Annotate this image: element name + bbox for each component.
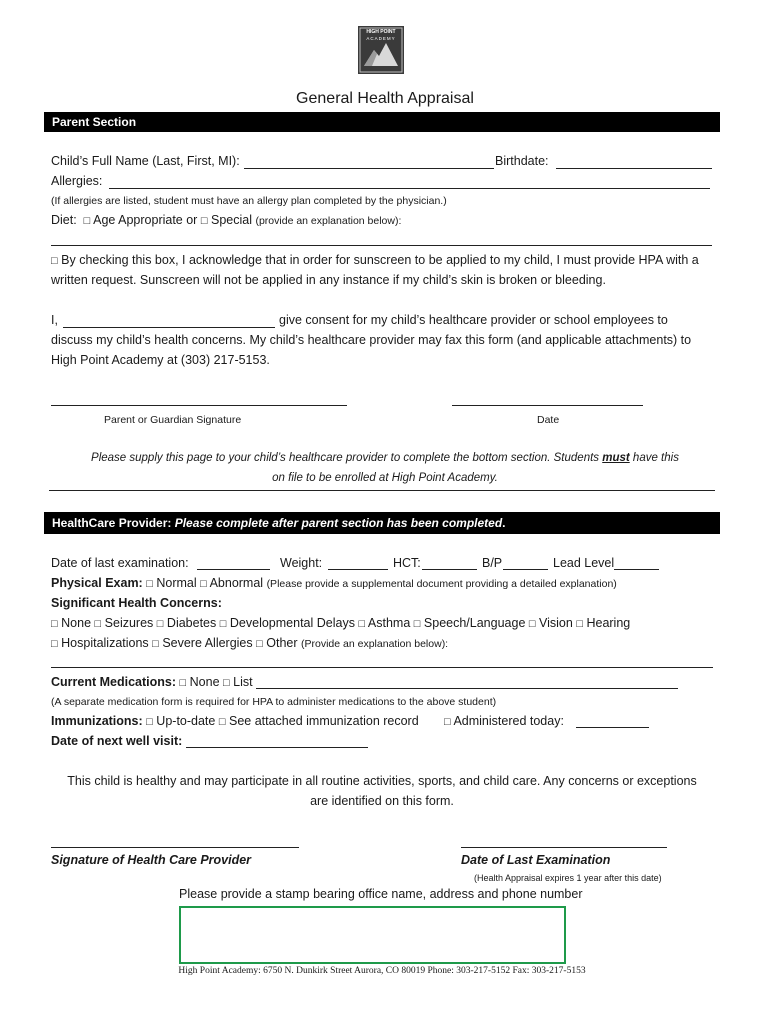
- concerns-explanation-field[interactable]: [51, 667, 713, 668]
- abnormal-label: Abnormal: [209, 576, 264, 590]
- section-divider: [49, 490, 715, 491]
- physical-exam-row: [51, 576, 617, 590]
- diet-explanation-field[interactable]: [51, 245, 712, 246]
- birthdate-label: Birthdate:: [495, 154, 549, 168]
- sunscreen-line1: [51, 253, 699, 267]
- stamp-label: Please provide a stamp bearing office name, address and phone number: [179, 887, 583, 901]
- diabetes-checkbox[interactable]: □: [156, 618, 164, 630]
- diet-opt1: Age Appropriate or: [93, 213, 198, 227]
- provider-header-c: .: [502, 516, 506, 530]
- imm-uptodate-checkbox[interactable]: □: [146, 716, 153, 728]
- parent-signature-field[interactable]: [51, 405, 347, 406]
- page-title: General Health Appraisal: [296, 90, 474, 107]
- stamp-box[interactable]: [179, 906, 566, 964]
- concerns-row1: □ None □ Seizures □ Diabetes □ Developmental Delays □ Asthma □ Speech/Language □ Vision □ Hearing: [51, 616, 631, 630]
- lead-field[interactable]: [614, 569, 659, 570]
- medications-row: Current Medications: □ None □ List: [51, 675, 253, 689]
- child-name-label: Child’s Full Name (Last, First, MI):: [51, 154, 240, 168]
- last-exam-date-field[interactable]: [461, 847, 667, 848]
- birthdate-field[interactable]: [556, 168, 712, 169]
- allergy-note: (If allergies are listed, student must have an allergy plan completed by the physician.): [51, 195, 447, 207]
- meds-note: (A separate medication form is required for HPA to administer medications to the above student): [51, 696, 497, 708]
- next-visit-field[interactable]: [186, 747, 368, 748]
- imm-admin: □ Administered today:: [444, 714, 564, 728]
- immunizations-row: Immunizations: □ Up-to-date □ See attached immunization record: [51, 714, 419, 728]
- vision-checkbox[interactable]: □: [528, 618, 536, 630]
- asthma-checkbox[interactable]: □: [358, 618, 366, 630]
- allergies-field[interactable]: [109, 188, 710, 189]
- next-visit-label: Date of next well visit:: [51, 734, 183, 748]
- imm-admin-field[interactable]: [576, 727, 649, 728]
- consent-prefix: I,: [51, 313, 58, 327]
- concerns-label: Significant Health Concerns:: [51, 596, 222, 610]
- consent-line3: High Point Academy at (303) 217-5153.: [51, 353, 270, 367]
- bp-field[interactable]: [503, 569, 548, 570]
- diet-age-checkbox[interactable]: □: [83, 215, 91, 227]
- sunscreen-text1: By checking this box, I acknowledge that in order for sunscreen to be applied to my child, I must provide HPA with a: [61, 253, 699, 267]
- sunscreen-line2: written request. Sunscreen will not be applied in any instance if my child’s skin is broken or bleeding.: [51, 273, 606, 287]
- provider-header-b: Please complete after parent section has been completed: [174, 516, 503, 530]
- physical-label: Physical Exam:: [51, 576, 143, 590]
- sunscreen-checkbox[interactable]: □: [51, 255, 58, 267]
- concerns-row2: □ Hospitalizations □ Severe Allergies □ Other (Provide an explanation below):: [51, 636, 449, 650]
- allergies-label: Allergies:: [51, 174, 103, 188]
- imm-attached-checkbox[interactable]: □: [218, 716, 226, 728]
- developmental-checkbox[interactable]: □: [219, 618, 227, 630]
- meds-none-checkbox[interactable]: □: [179, 677, 187, 689]
- imm-label: Immunizations:: [51, 714, 143, 728]
- logo-line1: HIGH POINT: [366, 29, 396, 35]
- normal-label: Normal: [156, 576, 197, 590]
- provider-signature-label: Signature of Health Care Provider: [51, 853, 252, 867]
- severe-allergies-checkbox[interactable]: □: [152, 638, 159, 650]
- meds-list-checkbox[interactable]: □: [223, 677, 230, 689]
- imm-admin-checkbox[interactable]: □: [444, 716, 451, 728]
- diet-opt2: Special: [210, 213, 252, 227]
- healthy-line2: are identified on this form.: [310, 794, 454, 808]
- weight-field[interactable]: [328, 569, 388, 570]
- lead-label: Lead Level: [553, 556, 615, 570]
- none-checkbox[interactable]: □: [51, 618, 58, 630]
- meds-label: Current Medications:: [51, 675, 177, 689]
- diet-note: (provide an explanation below):: [255, 215, 402, 227]
- parent-section-header: Parent Section: [44, 112, 720, 132]
- other-note: (Provide an explanation below):: [301, 638, 449, 650]
- hct-field[interactable]: [422, 569, 477, 570]
- logo-line2: ACADEMY: [366, 36, 396, 41]
- supply-instruction-line1: Please supply this page to your child’s healthcare provider to complete the bottom section. Students must have this: [91, 452, 679, 464]
- consent-name-field[interactable]: [63, 327, 275, 328]
- physical-note: (Please provide a supplemental document providing a detailed explanation): [266, 578, 617, 590]
- consent-line2: discuss my child’s health concerns. My child’s healthcare provider may fax this form (and applicable attachments) to: [51, 333, 692, 347]
- exam-date-field[interactable]: [197, 569, 270, 570]
- speech-checkbox[interactable]: □: [413, 618, 421, 630]
- diet-special-checkbox[interactable]: □: [200, 215, 208, 227]
- expires-note: (Health Appraisal expires 1 year after this date): [474, 873, 662, 883]
- must-emphasis: must: [602, 452, 630, 464]
- child-name-field[interactable]: [244, 168, 494, 169]
- hct-label: HCT:: [393, 556, 421, 570]
- exam-date-label: Date of last examination:: [51, 556, 189, 570]
- consent-line1: give consent for my child’s healthcare provider or school employees to: [279, 313, 668, 327]
- hearing-checkbox[interactable]: □: [576, 618, 583, 630]
- provider-section-header: [44, 512, 720, 534]
- diet-row: [51, 213, 401, 227]
- abnormal-checkbox[interactable]: □: [200, 578, 207, 590]
- bp-label: B/P: [482, 556, 503, 570]
- normal-checkbox[interactable]: □: [146, 578, 153, 590]
- parent-signature-label: Parent or Guardian Signature: [104, 414, 242, 426]
- meds-list-field[interactable]: [256, 688, 678, 689]
- seizures-checkbox[interactable]: □: [94, 618, 102, 630]
- footer-address: High Point Academy: 6750 N. Dunkirk Street Aurora, CO 80019 Phone: 303-217-5152 Fax: 303-217-5153: [178, 966, 586, 976]
- school-logo: [358, 26, 404, 74]
- last-exam-label: Date of Last Examination: [461, 853, 611, 867]
- parent-date-field[interactable]: [452, 405, 643, 406]
- healthy-line1: This child is healthy and may participate in all routine activities, sports, and child care. Any concerns or exceptions: [67, 774, 697, 788]
- weight-label: Weight:: [280, 556, 323, 570]
- provider-header-a: HealthCare Provider:: [52, 516, 172, 530]
- provider-signature-field[interactable]: [51, 847, 299, 848]
- supply-instruction-line2: on file to be enrolled at High Point Academy.: [272, 472, 498, 484]
- parent-date-label: Date: [537, 414, 560, 426]
- diet-label: Diet:: [51, 213, 77, 227]
- hospitalizations-checkbox[interactable]: □: [51, 638, 58, 650]
- other-checkbox[interactable]: □: [256, 638, 263, 650]
